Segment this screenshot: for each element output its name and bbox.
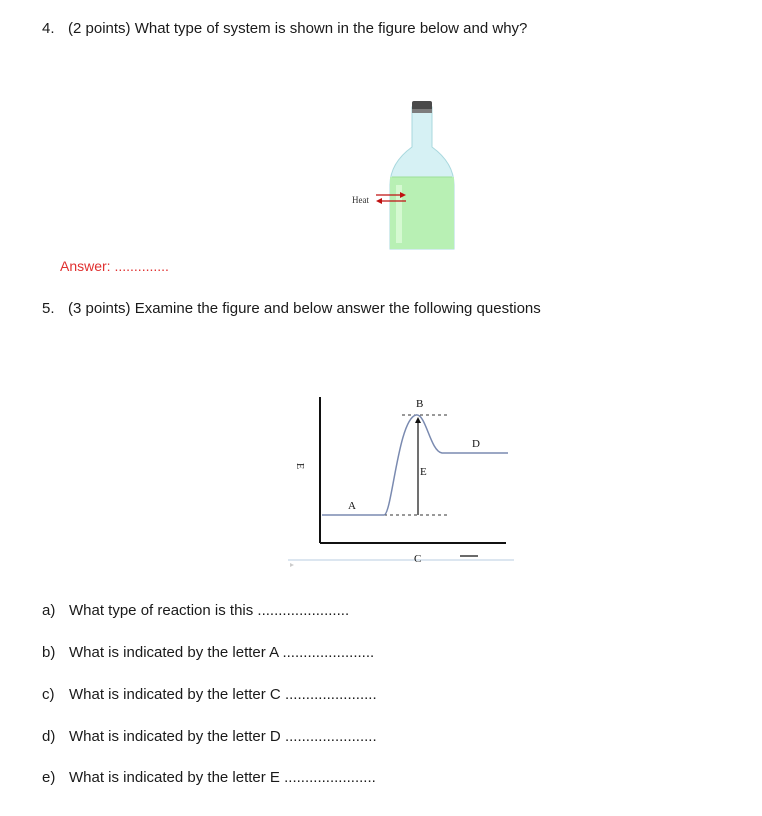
label-e: E [420,466,427,478]
question-5 [42,300,541,317]
label-c: C [414,553,422,565]
question-item [42,602,349,619]
question-text: What type of reaction is this [69,602,254,619]
question-letter: e) [42,769,56,786]
question-5-text: (3 points) Examine the figure and below answer the following questions [68,300,541,317]
question-text: What is indicated by the letter D [69,728,281,745]
question-letter: b) [42,644,56,661]
answer-label: Answer: [60,258,111,274]
answer-dots: ...................... [284,769,376,786]
question-4 [42,20,527,37]
question-text: What is indicated by the letter C [69,686,281,703]
label-b: B [416,398,424,410]
energy-diagram [280,385,520,570]
answer-dots: ...................... [282,644,375,661]
label-d: D [472,438,480,450]
question-item [42,686,377,703]
question-letter: c) [42,686,55,703]
question-4-text: (2 points) What type of system is shown in the figure below and why? [68,20,528,37]
y-axis-label: E [294,463,305,470]
question-item [42,728,377,745]
closed-system-figure [340,95,470,255]
question-text: What is indicated by the letter A [69,644,279,661]
question-letter: d) [42,728,56,745]
answer-dots: .............. [114,258,169,274]
answer-dots: ...................... [284,686,377,703]
answer-dots: ...................... [284,728,377,745]
question-item [42,644,374,661]
answer-dots: ...................... [257,602,350,619]
question-letter: a) [42,602,56,619]
answer-line [60,258,169,274]
question-text: What is indicated by the letter E [69,769,280,786]
question-5-number: 5. [42,300,55,317]
question-4-number: 4. [42,20,55,37]
question-item [42,769,376,786]
heat-label: Heat [352,195,369,205]
label-a: A [348,500,356,512]
